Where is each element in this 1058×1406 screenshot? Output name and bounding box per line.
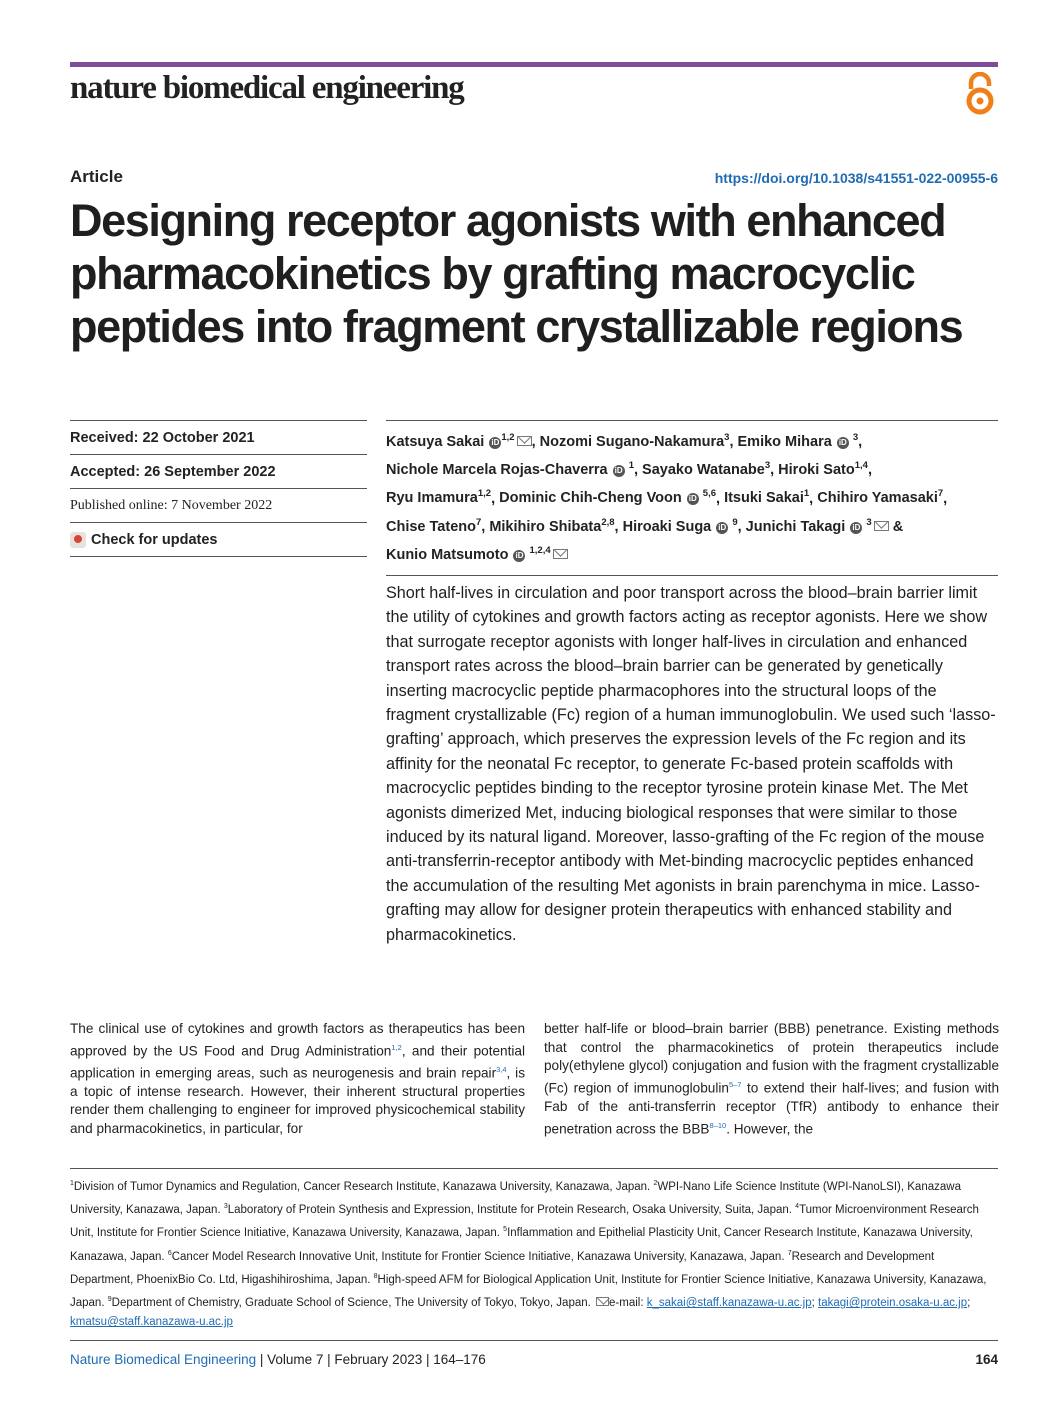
footer-journal-name[interactable]: Nature Biomedical Engineering — [70, 1352, 257, 1367]
journal-name: nature biomedical engineering — [70, 70, 464, 106]
authors-divider — [386, 420, 998, 421]
body-column-left: The clinical use of cytokines and growth factors as therapeutics has been approved by the US Food and Drug Administration$^{1,2}$, and their potential application in emerging areas, such as neurogenesis and brain repair$^{3,4}$, is a topic of intense research. However, their inherent structural properties render them challenging to engineer for improved physicochemical stability and pharmacokinetics, in particular, for — [70, 1021, 525, 1137]
affiliations: $^1$Division of Tumor Dynamics and Regulation, Cancer Research Institute, Kanazawa University, Kanazawa, Japan. $^2$WPI-Nano Life Science Institute (WPI-NanoLSI), Kanazawa University, Kanazawa, Japan. $^3$Laboratory of Protein Synthesis and Expression, Institute for Protein Research, Osaka University, Suita, Japan. $^4$Tumor Microenvironment Research Unit, Institute for Frontier Science Initiative, Kanazawa University, Kanazawa, Japan. $^5$Inflammation and Epithelial Plasticity Unit, Cancer Research Institute, Kanazawa University, Kanazawa, Japan. $^6$Cancer Model Research Innovative Unit, Institute for Frontier Science Initiative, Kanazawa University, Kanazawa, Japan. $^7$Research and Development Department, PhoenixBio Co. Ltd, Higashihiroshima, Japan. $^8$High-speed AFM for Biological Application Unit, Institute for Frontier Science Initiative, Kanazawa University, Kanazawa, Japan. $^9$Department of Chemistry, Graduate School of Science, The University of Tokyo, Tokyo, Japan. e-mail: k_sakai@staff.kanazawa-u.ac.jp; takagi@protein.osaka-u.ac.jp; kmatsu@staff.kanazawa-u.ac.jp — [70, 1180, 987, 1329]
body-column-right: better half-life or blood–brain barrier (BBB) penetrance. Existing methods that control the pharmacokinetics of protein therapeutics include poly(ethylene glycol) conjugation and fusion with the fragment crystallizable (Fc) region of immunoglobulin$^{5-7}$ to extend their half-lives; and fusion with Fab of the anti-transferrin receptor (TfR) antibody to enhance their penetration across the BBB$^{8-10}$. However, the — [544, 1021, 1000, 1137]
check-updates-row — [70, 522, 367, 557]
orcid-icon[interactable]: iD — [838, 437, 847, 447]
author[interactable]: Ryu Imamura$^{1,2}$ — [386, 488, 492, 507]
abstract-divider — [386, 575, 998, 576]
author[interactable]: Dominic Chih-Cheng Voon iD $^{5,6}$ — [499, 488, 717, 507]
author[interactable]: Junichi Takagi iD $^3$ — [746, 519, 889, 535]
check-for-updates-button[interactable] — [70, 532, 218, 548]
author[interactable]: Katsuya Sakai iD $^{1,2}$ — [386, 434, 532, 450]
received-date: Received: 22 October 2021 — [70, 420, 367, 454]
author[interactable]: Hiroaki Suga iD $^9$ — [622, 516, 738, 535]
author[interactable]: Chihiro Yamasaki$^7$ — [817, 488, 944, 507]
open-access-icon — [962, 72, 998, 116]
orcid-icon[interactable]: iD — [718, 522, 727, 532]
author[interactable]: Emiko Mihara iD $^3$ — [737, 432, 859, 450]
email-link[interactable]: kmatsu@staff.kanazawa-u.ac.jp — [70, 1316, 233, 1329]
citation-link[interactable]: 3,4 — [496, 1064, 507, 1074]
citation-link[interactable]: 1,2 — [391, 1042, 402, 1052]
journal-accent-bar — [70, 62, 998, 67]
author[interactable]: Nozomi Sugano-Nakamura$^3$ — [539, 432, 730, 450]
page-number: 164 — [975, 1352, 998, 1367]
check-updates-label: Check for updates — [91, 532, 218, 548]
email-link[interactable]: takagi@protein.osaka-u.ac.jp — [818, 1297, 968, 1309]
citation-link[interactable]: 8–10 — [709, 1120, 727, 1130]
orcid-icon[interactable]: iD — [688, 494, 697, 504]
paper-title: Designing receptor agonists with enhanced pharmacokinetics by grafting macrocyclic peptides into fragment crystallizable regions — [70, 195, 963, 352]
orcid-icon[interactable]: iD — [515, 551, 524, 561]
page-footer — [70, 1352, 998, 1367]
author[interactable]: Kunio Matsumoto iD $^{1,2,4}$ — [386, 547, 568, 563]
email-icon[interactable] — [517, 436, 532, 446]
affiliations-divider — [70, 1168, 998, 1169]
article-history — [70, 420, 367, 557]
abstract: Short half-lives in circulation and poor transport across the blood–brain barrier limit the utility of cytokines and growth factors acting as receptor agonists. Here we show that surrogate receptor agonists with longer half-lives in circulation and enhanced transport rates across the blood–brain barrier can be generated by genetically inserting macrocyclic peptide pharmacophores into the structural loops of the fragment crystallizable (Fc) region of a human immunoglobulin. We used such ‘lasso-grafting’ approach, which preserves the expression levels of the Fc region and its affinity for the neonatal Fc receptor, to generate Fc-based protein scaffolds with macrocyclic peptides binding to the receptor tyrosine protein kinase Met. The Met agonists dimerized Met, inducing biological responses that were similar to those induced by its natural ligand. Moreover, lasso-grafting of the Fc region of the mouse anti-transferrin-receptor antibody with Met-binding macrocyclic peptides enhanced the accumulation of the resulting Met agonists in brain parenchyma in mice. Lasso-grafting may allow for designer protein therapeutics with enhanced stability and pharmacokinetics. — [386, 584, 996, 944]
author[interactable]: Chise Tateno$^7$ — [386, 516, 482, 535]
email-icon — [596, 1297, 609, 1306]
citation-link[interactable]: 5–7 — [728, 1079, 742, 1089]
footer-issue-details: | Volume 7 | February 2023 | 164–176 — [256, 1352, 486, 1367]
email-icon[interactable] — [553, 549, 568, 559]
check-updates-icon — [70, 532, 86, 548]
email-icon[interactable] — [874, 521, 889, 531]
author[interactable]: Nichole Marcela Rojas-Chaverra iD $^1$ — [386, 460, 634, 479]
author[interactable]: Sayako Watanabe$^3$ — [642, 460, 771, 479]
author[interactable]: Mikihiro Shibata$^{2,8}$ — [489, 516, 615, 535]
orcid-icon[interactable]: iD — [491, 437, 500, 447]
author[interactable]: Hiroki Sato$^{1,4}$ — [778, 460, 868, 479]
author-list: Katsuya Sakai iD $^{1,2}$ , Nozomi Sugano-Nakamura$^3$, Emiko Mihara iD $^3$, Nichole Marcela Rojas-Chaverra iD $^1$, Sayako Watanabe$^3$, Hiroki Sato$^{1,4}$, Ryu Imamura$^{1,2}$, Dominic Chih-Cheng Voon iD $^{5,6}$, Itsuki Sakai$^1$, Chihiro Yamasaki$^7$, Chise Tateno$^7$, Mikihiro Shibata$^{2,8}$, Hiroaki Suga iD $^9$, Junichi Takagi iD $^3$ & Kunio Matsumoto iD $^{1,2,4}$ — [386, 432, 948, 564]
email-link[interactable]: k_sakai@staff.kanazawa-u.ac.jp — [646, 1297, 812, 1309]
doi-link[interactable]: https://doi.org/10.1038/s41551-022-00955-6 — [714, 170, 998, 186]
orcid-icon[interactable]: iD — [614, 466, 623, 476]
author[interactable]: Itsuki Sakai$^1$ — [724, 488, 810, 507]
accepted-date: Accepted: 26 September 2022 — [70, 454, 367, 488]
orcid-icon[interactable]: iD — [852, 522, 861, 532]
article-type: Article — [70, 167, 123, 186]
published-date: Published online: 7 November 2022 — [70, 488, 367, 522]
footer-divider — [70, 1340, 998, 1341]
